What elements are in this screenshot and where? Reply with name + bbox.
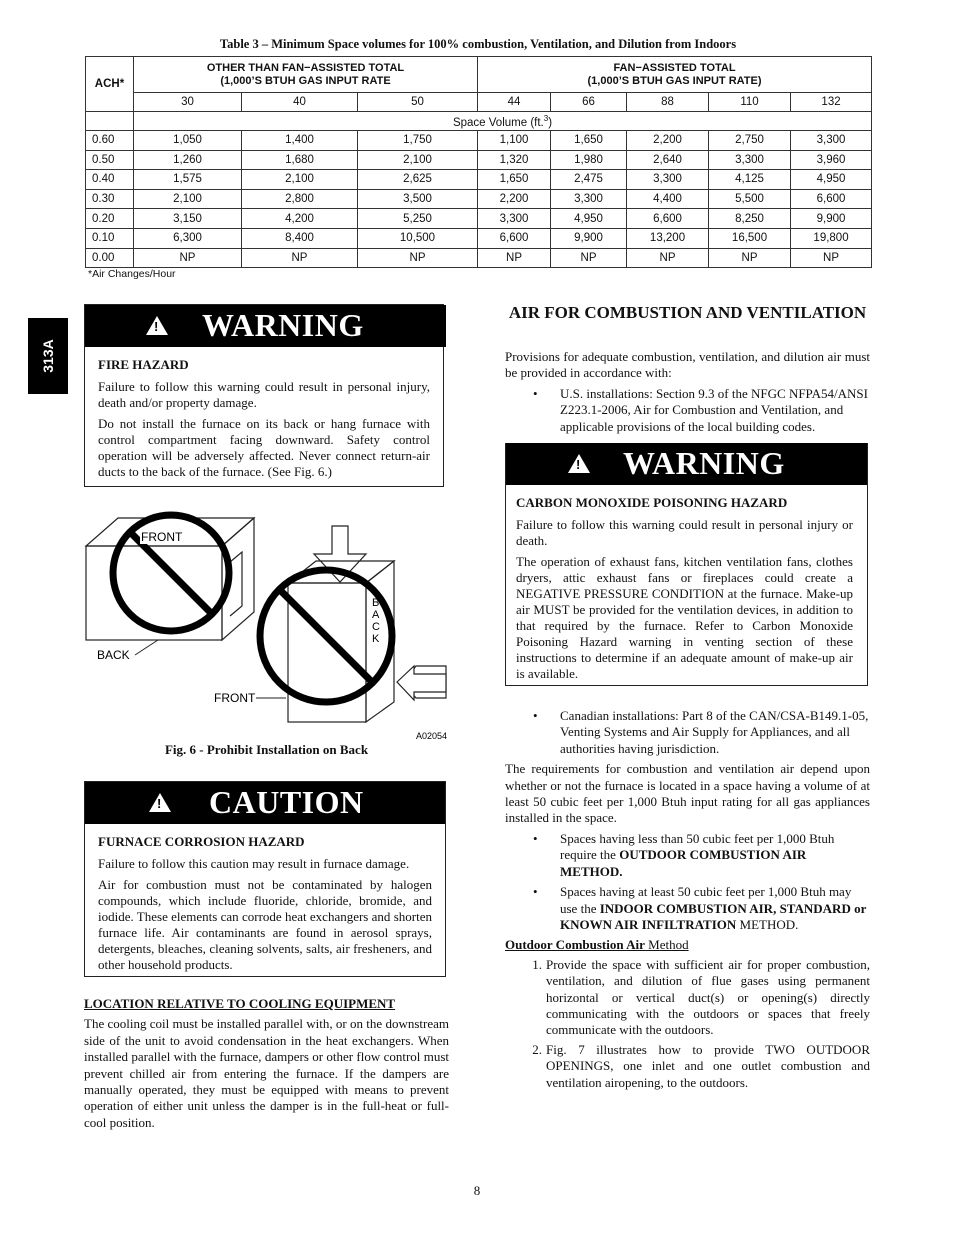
volume-cell: 4,950 bbox=[551, 209, 627, 229]
volume-cell: 3,300 bbox=[627, 170, 709, 190]
table-row bbox=[86, 228, 872, 248]
hazard-text: Failure to follow this caution may result in furnace damage. bbox=[98, 856, 410, 871]
step-text: Provide the space with sufficient air for proper combustion, ventilation, and dilution of flue gases using permanent horizontal or vertical duct(s) or opening(s) directly communicating with the outdoors or spaces that freely communicate with the outdoors. bbox=[546, 956, 870, 1038]
bullet-text: Spaces having less than 50 cubic feet per 1,000 Btuh require the bbox=[560, 830, 835, 863]
volume-cell: 1,650 bbox=[551, 131, 627, 151]
volume-cell: 8,250 bbox=[709, 209, 791, 229]
warning-label: WARNING bbox=[623, 445, 785, 482]
arrow-icon bbox=[397, 666, 446, 700]
figure-code: A02054 bbox=[416, 731, 448, 741]
volume-cell: 2,800 bbox=[242, 189, 358, 209]
figure-caption: Fig. 6 - Prohibit Installation on Back bbox=[164, 742, 369, 757]
volume-cell: 4,950 bbox=[791, 170, 872, 190]
column-header: 132 bbox=[791, 93, 872, 112]
volume-cell: 3,960 bbox=[791, 150, 872, 170]
volume-cell: 1,980 bbox=[551, 150, 627, 170]
caution-header bbox=[85, 782, 445, 824]
table-row bbox=[86, 150, 872, 170]
outdoor-method-heading bbox=[505, 937, 870, 953]
intro-paragraph: Provisions for adequate combustion, ventilation, and dilution air must be provided in accordance with: bbox=[505, 349, 870, 381]
volume-cell: 13,200 bbox=[627, 228, 709, 248]
outdoor-heading-rest: Method bbox=[644, 937, 689, 953]
volume-cell: 1,400 bbox=[242, 131, 358, 151]
bullet-at-least bbox=[505, 884, 870, 933]
volume-cell: 6,600 bbox=[478, 228, 551, 248]
volume-cell: 1,050 bbox=[134, 131, 242, 151]
volume-cell: NP bbox=[709, 248, 791, 268]
location-heading: LOCATION RELATIVE TO COOLING EQUIPMENT bbox=[84, 996, 396, 1011]
volume-cell: NP bbox=[242, 248, 358, 268]
step-2 bbox=[505, 1042, 870, 1091]
volume-cell: 1,260 bbox=[134, 150, 242, 170]
volume-cell: 10,500 bbox=[358, 228, 478, 248]
caution-label: CAUTION bbox=[209, 784, 364, 820]
group-header-other bbox=[134, 57, 478, 93]
location-section bbox=[84, 996, 449, 1134]
alert-triangle-icon bbox=[149, 793, 171, 812]
warning-label: WARNING bbox=[202, 307, 364, 343]
table-row bbox=[86, 131, 872, 151]
back-vertical-letter: A bbox=[372, 609, 380, 621]
volume-cell: 9,900 bbox=[551, 228, 627, 248]
bullet-bold-text: OUTDOOR COMBUSTION AIR METHOD. bbox=[560, 847, 807, 879]
volume-cell: 1,650 bbox=[478, 170, 551, 190]
fire-hazard-warning bbox=[84, 304, 444, 487]
page-number: 8 bbox=[473, 1183, 481, 1198]
step-1 bbox=[505, 957, 870, 1039]
warning-header bbox=[85, 305, 446, 347]
step-text: Fig. 7 illustrates how to provide TWO OUTDOOR OPENINGS, one inlet and one outlet combustion and ventilation airopening, to the outdoors. bbox=[546, 1041, 870, 1090]
volume-cell: 4,200 bbox=[242, 209, 358, 229]
step-number: 2. bbox=[532, 1041, 542, 1057]
volume-cell: 9,900 bbox=[791, 209, 872, 229]
hazard-text: The operation of exhaust fans, kitchen ventilation fans, clothes dryers, attic exhaust fans or fireplaces could create a NEGATIVE PRESSURE CONDITION at the furnace. Make-up air MUST be provided for the ventilation devices, in addition to that required by the furnace. Refer to Carbon Monoxide Poisoning Hazard warning in venting section of these instructions to determine if an adequate amount of make-up air is available. bbox=[516, 554, 853, 682]
front-label-bottom: FRONT bbox=[214, 691, 256, 705]
bullet-canada: • Canadian installations: Part 8 of the CAN/CSA-B149.1-05, Venting Systems and Air Supply for Appliances, and all authorities having jurisdiction. bbox=[505, 708, 870, 757]
hazard-title: FURNACE CORROSION HAZARD bbox=[98, 834, 305, 849]
volume-cell: 6,600 bbox=[791, 189, 872, 209]
bullet-less-than bbox=[505, 831, 870, 880]
column-header: 110 bbox=[709, 93, 791, 112]
warning-body bbox=[85, 347, 443, 493]
volume-cell: 2,750 bbox=[709, 131, 791, 151]
volume-cell: 1,750 bbox=[358, 131, 478, 151]
volume-cell: 2,625 bbox=[358, 170, 478, 190]
volume-cell: 8,400 bbox=[242, 228, 358, 248]
volume-cell: 1,100 bbox=[478, 131, 551, 151]
units-label-text: Space Volume (ft. bbox=[452, 116, 544, 129]
ach-cell: 0.20 bbox=[86, 209, 134, 229]
back-vertical-letter: K bbox=[372, 633, 380, 645]
prohibit-installation-figure bbox=[84, 506, 450, 742]
ach-cell: 0.50 bbox=[86, 150, 134, 170]
units-blank bbox=[86, 112, 134, 131]
column-header: 66 bbox=[551, 93, 627, 112]
units-label bbox=[134, 112, 872, 131]
volume-cell: 1,575 bbox=[134, 170, 242, 190]
volume-cell: 2,100 bbox=[134, 189, 242, 209]
volume-cell: 6,300 bbox=[134, 228, 242, 248]
volume-cell: 1,320 bbox=[478, 150, 551, 170]
hazard-text: Failure to follow this warning could result in personal injury, death and/or property damage. bbox=[98, 379, 430, 410]
volume-cell: 2,100 bbox=[358, 150, 478, 170]
hazard-text: Do not install the furnace on its back or hang furnace with control compartment facing downward. Safety control operation will be adversely affected. Never connect return-air ducts to the back of the furnace. (See Fig. 6.) bbox=[98, 416, 430, 479]
volume-cell: NP bbox=[551, 248, 627, 268]
volume-cell: NP bbox=[134, 248, 242, 268]
column-header: 88 bbox=[627, 93, 709, 112]
volume-cell: 5,250 bbox=[358, 209, 478, 229]
side-tab bbox=[28, 318, 68, 394]
front-label-top: FRONT bbox=[141, 530, 183, 544]
volume-cell: 3,300 bbox=[791, 131, 872, 151]
volume-cell: 3,300 bbox=[709, 150, 791, 170]
volume-cell: 16,500 bbox=[709, 228, 791, 248]
table-row bbox=[86, 209, 872, 229]
ach-cell: 0.40 bbox=[86, 170, 134, 190]
volume-cell: 2,200 bbox=[478, 189, 551, 209]
volume-cell: 2,640 bbox=[627, 150, 709, 170]
column-header: 44 bbox=[478, 93, 551, 112]
ach-cell: 0.10 bbox=[86, 228, 134, 248]
alert-triangle-icon bbox=[568, 454, 590, 473]
column-header: 40 bbox=[242, 93, 358, 112]
table-row bbox=[86, 248, 872, 268]
hazard-title: CARBON MONOXIDE POISONING HAZARD bbox=[516, 495, 788, 511]
bullet-us: • U.S. installations: Section 9.3 of the NFGC NFPA54/ANSI Z223.1-2006, Air for Combustion and Ventilation, and applicable provisions of the local building codes. bbox=[505, 386, 870, 435]
bullet-text: Spaces having at least 50 cubic feet per 1,000 Btuh may use the bbox=[560, 884, 852, 916]
volume-cell: NP bbox=[478, 248, 551, 268]
volume-cell: 3,150 bbox=[134, 209, 242, 229]
volume-cell: 6,600 bbox=[627, 209, 709, 229]
bullet-bold-text: INDOOR COMBUSTION AIR, STANDARD or KNOWN AIR INFILTRATION bbox=[560, 900, 867, 932]
back-label: BACK bbox=[97, 648, 130, 662]
table-footnote: *Air Changes/Hour bbox=[88, 268, 176, 280]
units-sup: 3 bbox=[543, 113, 549, 123]
units-close: ) bbox=[548, 116, 553, 129]
back-vertical-letter: B bbox=[372, 597, 380, 609]
warning-body bbox=[506, 485, 867, 695]
table-row bbox=[86, 189, 872, 209]
volume-cell: NP bbox=[791, 248, 872, 268]
warning-header bbox=[506, 443, 867, 485]
corrosion-caution bbox=[84, 781, 446, 977]
column-header: 50 bbox=[358, 93, 478, 112]
column-header: 30 bbox=[134, 93, 242, 112]
requirements-paragraph: The requirements for combustion and ventilation air depend upon whether or not the furnace is located in a space having a volume of at least 50 cubic feet per 1,000 Btuh input rating for all gas appliances installed in the space. bbox=[505, 761, 870, 826]
co-warning bbox=[505, 443, 868, 686]
group-header-other-text: OTHER THAN FAN−ASSISTED TOTAL (1,000’S BTUH GAS INPUT RATE bbox=[206, 61, 405, 87]
caution-body bbox=[85, 824, 445, 986]
outdoor-heading-bold: Outdoor Combustion Air bbox=[505, 937, 645, 953]
volume-cell: 4,125 bbox=[709, 170, 791, 190]
hazard-text: Failure to follow this warning could result in personal injury or death. bbox=[516, 517, 853, 549]
air-section bbox=[505, 349, 870, 1094]
ach-header: ACH* bbox=[86, 57, 134, 112]
volume-cell: 1,680 bbox=[242, 150, 358, 170]
volume-cell: 5,500 bbox=[709, 189, 791, 209]
volume-cell: NP bbox=[627, 248, 709, 268]
volume-cell: 2,475 bbox=[551, 170, 627, 190]
group-header-fan bbox=[478, 57, 872, 93]
table-caption: Table 3 – Minimum Space volumes for 100% combustion, Ventilation, and Dilution from Indoors bbox=[219, 37, 737, 51]
space-volume-table bbox=[85, 56, 872, 268]
side-tab-label: 313A bbox=[40, 339, 56, 373]
group-header-fan-text: FAN−ASSISTED TOTAL (1,000’S BTUH GAS INPUT RATE) bbox=[587, 61, 762, 87]
bullet-text: METHOD. bbox=[736, 916, 799, 932]
back-vertical-letter: C bbox=[372, 621, 380, 633]
alert-triangle-icon bbox=[146, 316, 168, 335]
ach-cell: 0.30 bbox=[86, 189, 134, 209]
volume-cell: 2,200 bbox=[627, 131, 709, 151]
volume-cell: NP bbox=[358, 248, 478, 268]
location-body: The cooling coil must be installed parallel with, or on the downstream side of the unit to avoid condensation in the heat exchangers. When installed parallel with the furnace, dampers or other flow control must prevent chilled air from entering the furnace. If the dampers are manually operated, they must be equipped with means to prevent operation of either unit unless the damper is in the full-heat or full-cool position. bbox=[84, 1016, 449, 1130]
hazard-text: Air for combustion must not be contaminated by halogen compounds, which include fluoride, chloride, bromide, and iodide. These elements can corrode heat exchangers and shorten furnace life. Air contaminants are found in aerosol sprays, detergents, bleaches, cleaning solvents, salts, air fresheners, and other household products. bbox=[98, 877, 432, 972]
ach-cell: 0.00 bbox=[86, 248, 134, 268]
volume-cell: 3,300 bbox=[551, 189, 627, 209]
volume-cell: 3,500 bbox=[358, 189, 478, 209]
volume-cell: 4,400 bbox=[627, 189, 709, 209]
step-number: 1. bbox=[532, 956, 542, 972]
section-heading: AIR FOR COMBUSTION AND VENTILATION bbox=[508, 303, 867, 322]
volume-cell: 3,300 bbox=[478, 209, 551, 229]
volume-cell: 2,100 bbox=[242, 170, 358, 190]
table-row bbox=[86, 170, 872, 190]
volume-cell: 19,800 bbox=[791, 228, 872, 248]
ach-cell: 0.60 bbox=[86, 131, 134, 151]
hazard-title: FIRE HAZARD bbox=[98, 357, 189, 372]
